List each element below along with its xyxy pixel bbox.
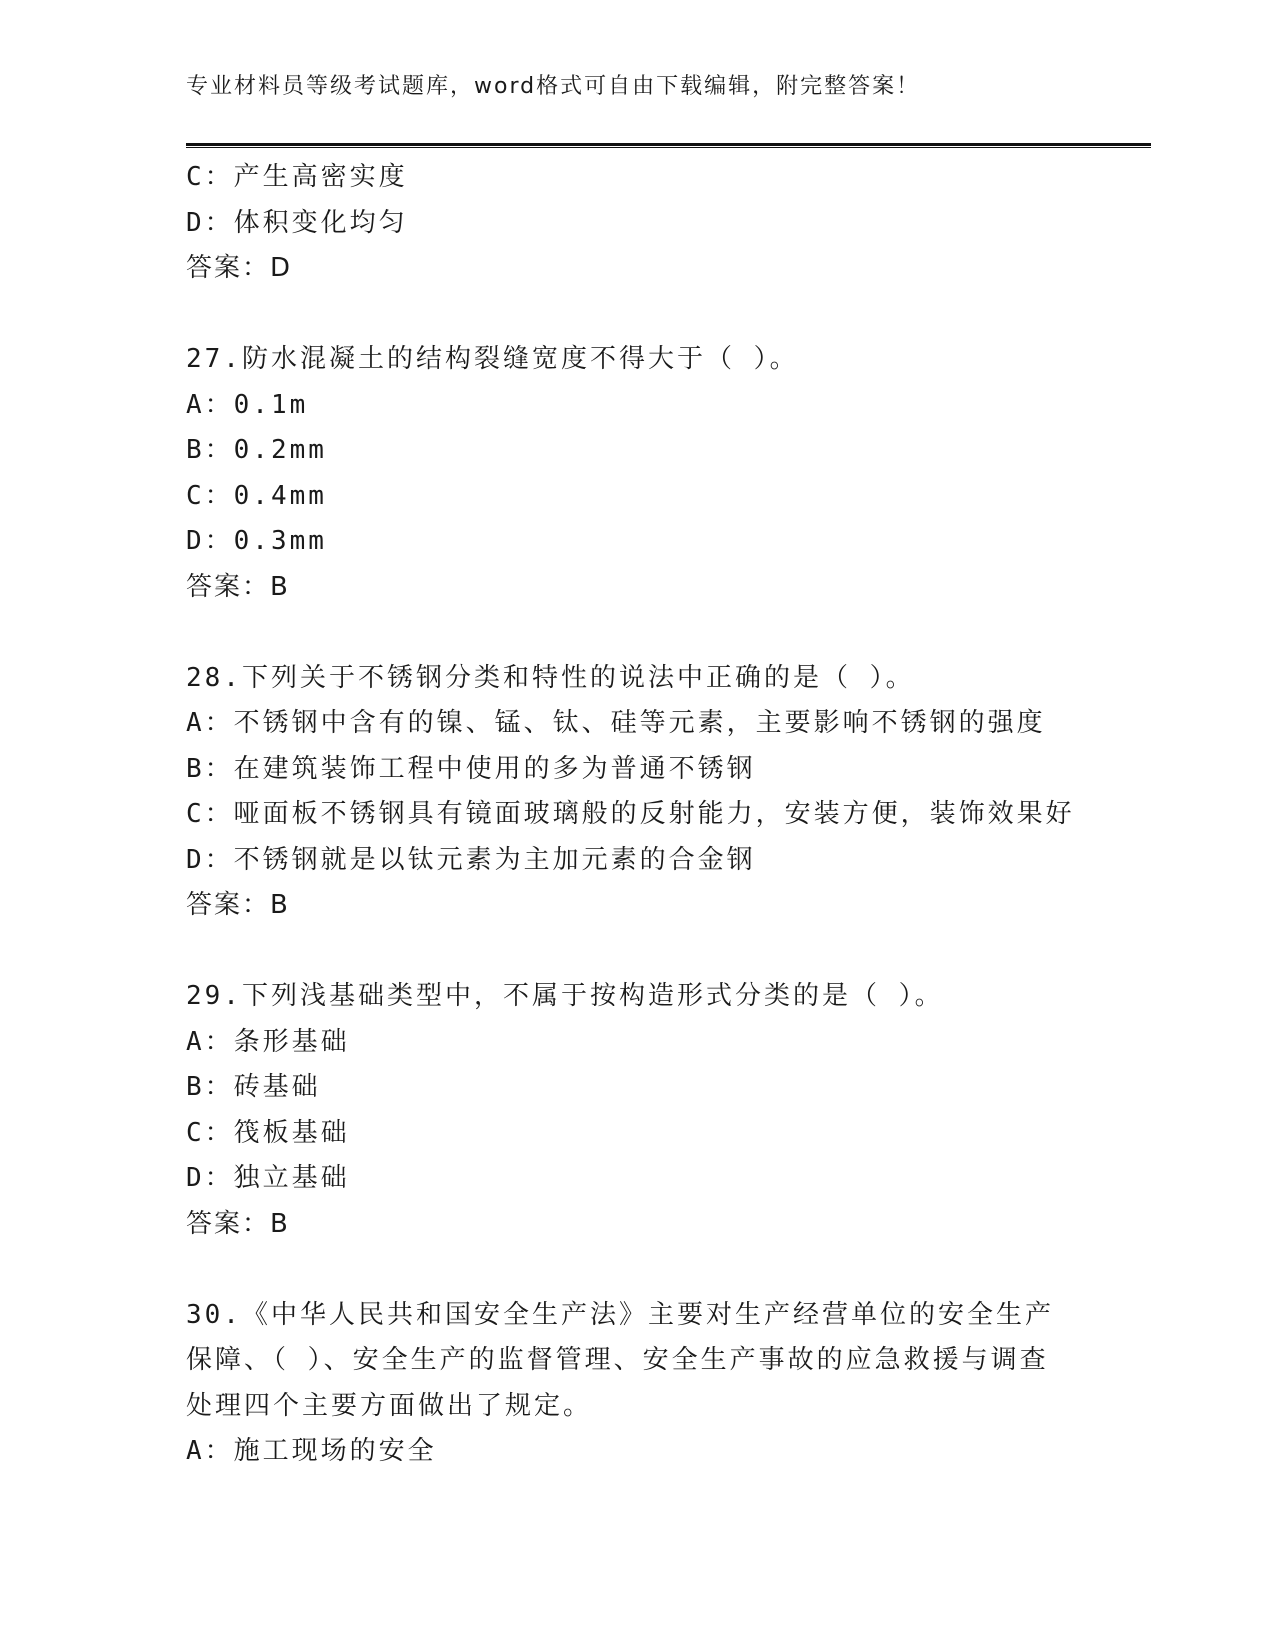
option-c: C：0.4mm [186,480,327,511]
question-29 [186,974,1086,1247]
option-b: B：砖基础 [186,1072,321,1102]
question-30 [186,1293,1086,1475]
option-a: A：施工现场的安全 [186,1436,437,1466]
spacer [186,610,1086,656]
answer-prev: 答案：D [186,253,293,283]
question-title: 30.《中华人民共和国安全生产法》主要对生产经营单位的安全生产保障、（ ）、安全生产的监督管理、安全生产事故的应急救援与调查处理四个主要方面做出了规定。 [186,1299,1054,1421]
question-title: 27.防水混凝土的结构裂缝宽度不得大于（ ）。 [186,344,799,374]
question-27 [186,337,1086,610]
spacer [186,929,1086,975]
option-d: D：独立基础 [186,1163,350,1193]
answer: 答案：B [186,890,290,920]
answer: 答案：B [186,1208,290,1239]
option-c-prev: C：产生高密实度 [186,162,408,192]
option-d: D：0.3mm [186,526,327,556]
header-rule [186,143,1151,148]
spacer [186,1247,1086,1293]
option-b: B：在建筑装饰工程中使用的多为普通不锈钢 [186,753,756,784]
spacer [186,292,1086,338]
page-header: 专业材料员等级考试题库，word格式可自由下载编辑，附完整答案！ [186,74,921,99]
option-c: C：哑面板不锈钢具有镜面玻璃般的反射能力，安装方便，装饰效果好 [186,799,1075,829]
question-title: 28.下列关于不锈钢分类和特性的说法中正确的是（ ）。 [186,662,915,693]
option-a: A：条形基础 [186,1026,350,1057]
answer: 答案：B [186,571,290,602]
option-a: A：0.1m [186,389,309,420]
option-d-prev: D：体积变化均匀 [186,207,408,238]
option-c: C：筏板基础 [186,1117,350,1148]
question-title: 29.下列浅基础类型中，不属于按构造形式分类的是（ ）。 [186,981,944,1011]
option-b: B：0.2mm [186,435,327,465]
option-d: D：不锈钢就是以钛元素为主加元素的合金钢 [186,844,756,875]
question-28 [186,656,1086,929]
document-body [186,155,1086,1475]
option-a: A：不锈钢中含有的镍、锰、钛、硅等元素，主要影响不锈钢的强度 [186,708,1046,738]
